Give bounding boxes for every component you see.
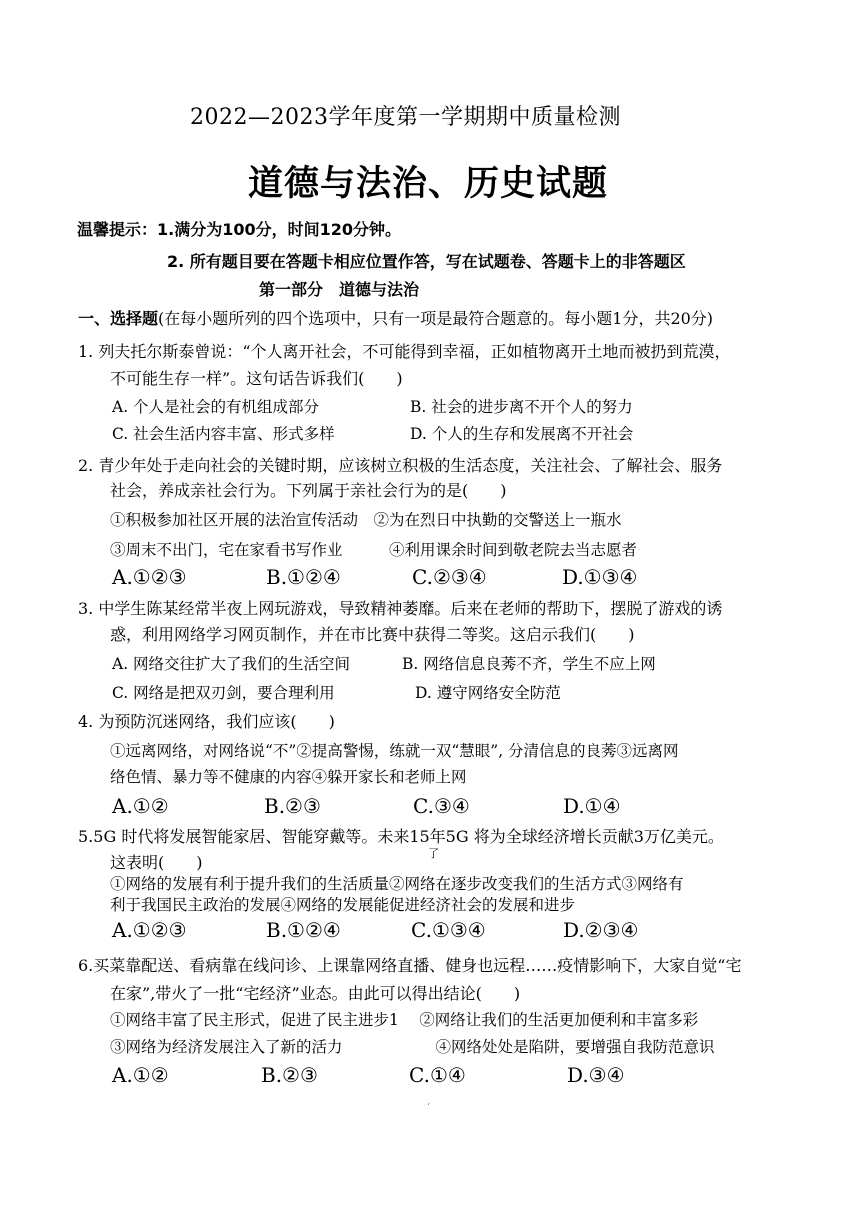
question-3-option-c: C. 网络是把双刃剑，要合理利用 [112,684,335,702]
question-3-stem-line-2: 惑，利用网络学习网页制作，并在市比赛中获得二等奖。这启示我们( ) [110,625,635,644]
question-3-option-d: D. 遵守网络安全防范 [415,684,561,702]
question-6-stem-line-2: 在家”,带火了一批“宅经济”业态。由此可以得出结论( ) [110,984,521,1003]
question-1-option-c: C. 社会生活内容丰富、形式多样 [112,425,335,443]
question-4-option-d: D.①④ [563,794,621,818]
section-heading-note: (在每小题所列的四个选项中，只有一项是最符合题意的。每小题1分，共20分) [158,309,714,328]
question-4-item-line-1: ①远离网络，对网络说“不”②提高警惕，练就一双“慧眼”, 分清信息的良莠③远离网 [110,742,679,760]
question-4-option-b: B.②③ [264,794,321,818]
question-2-option-c: C.②③④ [412,565,487,589]
question-6-stem-line-1: 6.买菜靠配送、看病靠在线问诊、上课靠网络直播、健身也远程……疫情影响下，大家自觉“宅 [78,956,742,975]
question-5-stray-mark: 了 [428,847,439,860]
section-heading-label: 一、选择题 [78,309,159,328]
question-5-item-line-2: 利于我国民主政治的发展④网络的发展能促进经济社会的发展和进步 [110,896,576,914]
part-title: 第一部分 道德与法治 [259,280,420,299]
question-3-stem-line-1: 3. 中学生陈某经常半夜上网玩游戏，导致精神萎靡。后来在老师的帮助下，摆脱了游戏的诱 [78,599,723,618]
question-1-option-a: A. 个人是社会的有机组成部分 [112,398,320,416]
question-4-option-c: C.③④ [413,794,470,818]
question-6-option-d: D.③④ [567,1063,625,1087]
notice-line-2: 2. 所有题目要在答题卡相应位置作答，写在试题卷、答题卡上的非答题区 [167,252,686,271]
question-5-stem-line-2: 这表明( ) [110,853,203,872]
question-3-option-a: A. 网络交往扩大了我们的生活空间 [112,655,351,673]
question-2-item-line-2: ③周末不出门，宅在家看书写作业 ④利用课余时间到敬老院去当志愿者 [110,541,638,559]
question-2-stem-line-2: 社会，养成亲社会行为。下列属于亲社会行为的是( ) [110,481,507,500]
question-3-option-b: B. 网络信息良莠不齐，学生不应上网 [402,655,656,673]
question-4-item-line-2: 络色情、暴力等不健康的内容④躲开家长和老师上网 [110,768,467,786]
question-6-item-line-2: ③网络为经济发展注入了新的活力 ④网络处处是陷阱，要增强自我防范意识 [110,1038,715,1056]
question-6-option-b: B.②③ [261,1063,318,1087]
question-4-option-a: A.①② [112,794,169,818]
question-5-stem-line-1: 5.5G 时代将发展智能家居、智能穿戴等。未来15年5G 将为全球经济增长贡献3万亿美元。 [78,827,724,846]
question-1-option-d: D. 个人的生存和发展离不开社会 [410,425,634,443]
question-6-item-line-1: ①网络丰富了民主形式，促进了民主进步1 ②网络让我们的生活更加便利和丰富多彩 [110,1011,699,1029]
notice-line-1: 温馨提示：1.满分为100分，时间120分钟。 [77,220,402,239]
question-5-item-line-1: ①网络的发展有利于提升我们的生活质量②网络在逐步改变我们的生活方式③网络有 [110,875,684,893]
footer-mark: ‘ [427,1102,431,1113]
question-5-option-d: D.②③④ [563,918,639,942]
question-2-item-line-1: ①积极参加社区开展的法治宣传活动 ②为在烈日中执勤的交警送上一瓶水 [110,511,622,529]
question-5-option-b: B.①②④ [266,918,341,942]
question-2-option-d: D.①③④ [562,565,638,589]
question-1-option-b: B. 社会的进步离不开个人的努力 [410,398,633,416]
question-1-stem-line-2: 不可能生存一样”。这句话告诉我们( ) [110,369,403,388]
question-6-option-a: A.①② [112,1063,169,1087]
question-2-option-b: B.①②④ [266,565,341,589]
question-4-stem-line-1: 4. 为预防沉迷网络，我们应该( ) [78,712,335,731]
section-heading [78,308,713,330]
question-2-stem-line-1: 2. 青少年处于走向社会的关键时期，应该树立积极的生活态度，关注社会、了解社会、服务 [78,456,723,475]
question-6-option-c: C.①④ [409,1063,466,1087]
subject-title: 道德与法治、历史试题 [248,164,609,204]
question-5-option-c: C.①③④ [411,918,486,942]
question-2-option-a: A.①②③ [112,565,187,589]
exam-title: 2022—2023学年度第一学期期中质量检测 [190,105,621,130]
question-5-option-a: A.①②③ [112,918,187,942]
question-1-stem-line-1: 1. 列夫托尔斯泰曾说：“个人离开社会，不可能得到幸福，正如植物离开土地而被扔到荒漠， [78,342,731,361]
